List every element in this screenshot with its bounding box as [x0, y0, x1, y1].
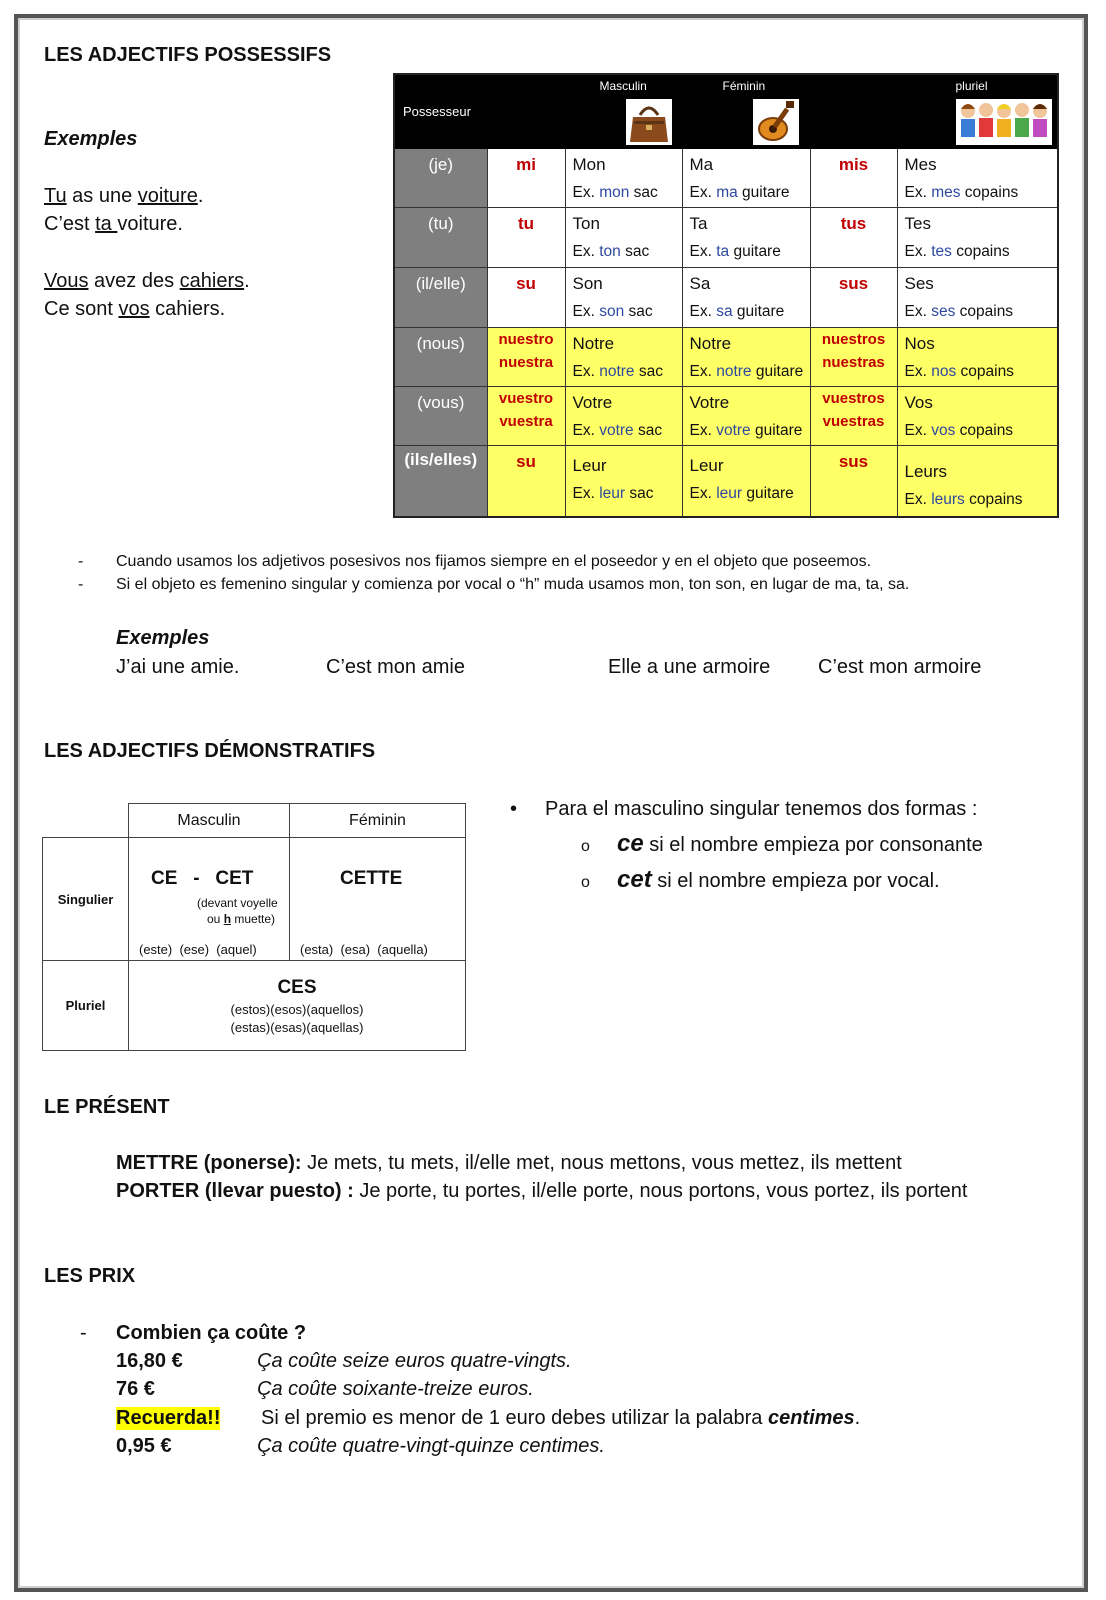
example: [905, 486, 1058, 514]
noun: voiture: [137, 185, 198, 207]
adjective: Leur: [572, 455, 607, 475]
ex-noun: copains: [960, 183, 1019, 201]
spanish-equivalents: (estos)(esos)(aquellos): [230, 1001, 364, 1017]
table-row: [394, 267, 1058, 327]
pluriel-cell: [897, 207, 1058, 267]
price-text: Ça coûte soixante-treize euros.: [257, 1378, 534, 1400]
spanish-word: vuestra: [499, 412, 553, 430]
example: [905, 179, 1058, 207]
spanish-singular: su: [487, 445, 565, 517]
header-cell: [565, 74, 682, 148]
pronoun-cell: (je): [394, 148, 487, 207]
example: [573, 480, 682, 508]
section-title-demonstratifs: LES ADJECTIFS DÉMONSTRATIFS: [44, 740, 376, 762]
spanish-singular: mi: [487, 148, 565, 207]
dem-singular-row: [43, 838, 466, 961]
example-text: C’est mon amie: [326, 656, 465, 678]
singular-feminin-cell: [290, 838, 466, 961]
example-sentence: [44, 185, 203, 208]
example-sentence: [44, 213, 183, 236]
adjective: Votre: [572, 392, 613, 412]
verb: PORTER (llevar puesto) :: [116, 1180, 354, 1202]
spanish-word: nuestro: [498, 330, 554, 348]
pronoun-cell: (tu): [394, 207, 487, 267]
h-letter: h: [223, 912, 232, 926]
text: cahiers.: [149, 298, 226, 320]
mettre-line: [116, 1152, 902, 1175]
group-of-kids-icon: [956, 99, 1052, 145]
possessive: vos: [118, 298, 150, 320]
ex-noun: sac: [624, 302, 653, 320]
adjective: Notre: [689, 333, 732, 353]
example: [573, 417, 682, 445]
ex-prefix: Ex.: [904, 362, 932, 380]
ex-prefix: Ex.: [572, 302, 600, 320]
example: [690, 179, 810, 207]
example: [905, 298, 1058, 326]
pluriel-cell: [897, 327, 1058, 386]
bullet-text: Para el masculino singular tenemos dos formas :: [545, 798, 978, 820]
ex-prefix: Ex.: [904, 302, 932, 320]
pronoun: Vous: [44, 270, 89, 292]
conjugation: Je porte, tu portes, il/elle porte, nous portons, vous portez, ils portent: [353, 1180, 968, 1202]
ex-noun: copains: [955, 421, 1014, 439]
spanish-singular: [487, 327, 565, 386]
handbag-icon: [626, 99, 672, 145]
example-text: J’ai une amie.: [116, 656, 240, 678]
price: 0,95 €: [116, 1435, 172, 1457]
feminin-cell: [682, 267, 810, 327]
adjective: Vos: [904, 392, 933, 412]
example: [690, 298, 810, 326]
adjective: Ses: [904, 273, 934, 293]
porter-line: [116, 1180, 967, 1203]
keyword: centimes: [767, 1407, 855, 1429]
ex-adjective: mes: [931, 183, 961, 201]
pluriel-cell: [897, 267, 1058, 327]
ex-prefix: Ex.: [904, 242, 932, 260]
devant-note-2: [207, 912, 275, 926]
singulier-label: Singulier: [43, 838, 129, 961]
spanish-word: nuestros: [821, 330, 886, 348]
singular-masculin-cell: [129, 838, 290, 961]
feminin-header: Féminin: [722, 79, 766, 93]
text: avez des: [88, 270, 180, 292]
subitem-cet: [617, 866, 940, 894]
masculin-cell: [565, 386, 682, 445]
demonstrative-table: [42, 803, 466, 1051]
dem-header-row: [43, 804, 466, 838]
cette: CETTE: [340, 868, 403, 889]
example: [573, 179, 682, 207]
section-title-possessifs: LES ADJECTIFS POSSESSIFS: [44, 44, 332, 66]
text: ou: [207, 912, 224, 926]
text: si el nombre empieza por consonante: [643, 834, 983, 856]
adjective: Ta: [689, 213, 708, 233]
text: si el nombre empieza por vocal.: [651, 870, 940, 892]
devant-note: (devant voyelle: [197, 896, 278, 910]
table-row: [394, 327, 1058, 386]
ex-prefix: Ex.: [572, 484, 600, 502]
ex-noun: sac: [634, 362, 663, 380]
ex-prefix: Ex.: [689, 302, 717, 320]
circle-bullet-icon: o: [581, 874, 590, 891]
spanish-plural: [810, 327, 897, 386]
ex-noun: sac: [629, 183, 658, 201]
header-cell: [487, 74, 565, 148]
ex-adjective: vos: [931, 421, 956, 439]
dem-plural-row: [43, 961, 466, 1051]
ex-adjective: mon: [599, 183, 630, 201]
ex-prefix: Ex.: [572, 242, 600, 260]
example-sentence: [44, 270, 250, 293]
spanish-plural: sus: [810, 267, 897, 327]
example: [573, 238, 682, 266]
spanish-plural: sus: [810, 445, 897, 517]
example: [690, 238, 810, 266]
bullet-icon: •: [510, 798, 518, 820]
note-dash: -: [78, 553, 84, 570]
spanish-word: nuestras: [822, 353, 885, 371]
adjective: Mon: [572, 154, 606, 174]
text: C’est: [44, 213, 96, 235]
possessive: ta: [95, 213, 118, 235]
adjective: Nos: [904, 333, 935, 353]
header-cell: [897, 74, 1058, 148]
verb: METTRE (ponerse):: [116, 1152, 302, 1174]
example: [690, 480, 810, 508]
table-row: [394, 445, 1058, 517]
ex-adjective: votre: [716, 421, 751, 439]
note-1: Cuando usamos los adjetivos posesivos nos fijamos siempre en el poseedor y en el objeto que poseemos.: [116, 553, 872, 570]
ex-noun: copains: [964, 490, 1023, 508]
section-title-prix: LES PRIX: [44, 1265, 136, 1287]
example-text: Elle a une armoire: [608, 656, 771, 678]
pronoun-cell: (vous): [394, 386, 487, 445]
pluriel-cell: [897, 445, 1058, 517]
ex-adjective: ses: [931, 302, 956, 320]
examples2-title: Exemples: [116, 627, 210, 649]
table-row: [394, 386, 1058, 445]
text: .: [244, 270, 250, 292]
ex-adjective: notre: [599, 362, 635, 380]
spanish-equivalents: (estas)(esas)(aquellas): [230, 1019, 364, 1035]
spanish-word: vuestro: [498, 389, 554, 407]
text: voiture.: [117, 213, 183, 235]
example: [690, 417, 810, 445]
ex-adjective: son: [599, 302, 625, 320]
question: Combien ça coûte ?: [116, 1322, 307, 1344]
spanish-equivalents: (este) (ese) (aquel): [139, 942, 257, 957]
adjective: Son: [572, 273, 603, 293]
feminin-cell: [682, 327, 810, 386]
ex-noun: guitare: [729, 242, 781, 260]
text: .: [854, 1407, 861, 1429]
pronoun-cell: (il/elle): [394, 267, 487, 327]
header-cell: [682, 74, 810, 148]
subitem-ce: [617, 830, 983, 858]
text: Si el premio es menor de 1 euro debes utilizar la palabra: [261, 1407, 768, 1429]
circle-bullet-icon: o: [581, 838, 590, 855]
empty-cell: [43, 804, 129, 838]
adjective: Notre: [572, 333, 615, 353]
noun: cahiers: [179, 270, 245, 292]
example: [573, 358, 682, 386]
adjective: Mes: [904, 154, 937, 174]
price-text: Ça coûte seize euros quatre-vingts.: [257, 1350, 572, 1372]
example: [690, 358, 810, 386]
example: [573, 298, 682, 326]
ex-noun: sac: [625, 484, 654, 502]
feminin-header: Féminin: [290, 804, 466, 838]
ex-adjective: sa: [716, 302, 733, 320]
ex-noun: sac: [633, 421, 663, 439]
ex-adjective: nos: [931, 362, 957, 380]
masculin-header: Masculin: [129, 804, 290, 838]
recuerda-highlight: Recuerda!!: [116, 1407, 221, 1429]
ex-adjective: ma: [716, 183, 738, 201]
ex-noun: guitare: [732, 302, 785, 320]
pronoun: Tu: [44, 185, 67, 207]
price: 76 €: [116, 1378, 155, 1400]
pluriel-cell: [897, 386, 1058, 445]
adjective: Leurs: [904, 461, 948, 481]
text: as une: [66, 185, 138, 207]
example: [905, 238, 1058, 266]
keyword: cet: [617, 866, 652, 893]
ex-noun: guitare: [742, 484, 794, 502]
feminin-cell: [682, 207, 810, 267]
ex-noun: guitare: [737, 183, 790, 201]
adjective: Tes: [904, 213, 931, 233]
feminin-cell: [682, 386, 810, 445]
ces: CES: [277, 976, 317, 998]
ex-prefix: Ex.: [572, 362, 600, 380]
text: .: [197, 185, 204, 207]
ex-adjective: notre: [716, 362, 752, 380]
note-2: Si el objeto es femenino singular y comienza por vocal o “h” muda usamos mon, ton son, en lugar de ma, ta, sa.: [116, 576, 910, 593]
adjective: Ton: [572, 213, 600, 233]
spanish-word: vuestras: [822, 412, 885, 430]
header-cell: [810, 74, 897, 148]
plural-cell: [129, 961, 466, 1051]
example-sentence: [44, 298, 225, 321]
ce-cet: CE - CET: [151, 868, 254, 889]
note-dash: -: [78, 576, 84, 593]
adjective: Votre: [689, 392, 730, 412]
pluriel-cell: [897, 148, 1058, 207]
price-text: Ça coûte quatre-vingt-quinze centimes.: [257, 1435, 605, 1457]
masculin-cell: [565, 445, 682, 517]
spanish-plural: mis: [810, 148, 897, 207]
pluriel-label: Pluriel: [43, 961, 129, 1051]
possesseur-header: Possesseur: [394, 74, 487, 148]
ex-adjective: leurs: [931, 490, 965, 508]
table-header-row: [394, 74, 1058, 148]
masculin-cell: [565, 148, 682, 207]
ex-noun: guitare: [751, 362, 804, 380]
ex-prefix: Ex.: [689, 484, 717, 502]
ex-prefix: Ex.: [572, 421, 600, 439]
masculin-cell: [565, 327, 682, 386]
examples-title: Exemples: [44, 128, 138, 150]
spanish-word: vuestros: [822, 389, 885, 407]
example: [905, 358, 1058, 386]
text: muette): [231, 912, 276, 926]
ex-prefix: Ex.: [689, 242, 717, 260]
masculin-cell: [565, 207, 682, 267]
ex-prefix: Ex.: [904, 490, 932, 508]
spanish-word: nuestra: [498, 353, 554, 371]
ex-adjective: leur: [599, 484, 626, 502]
spanish-singular: su: [487, 267, 565, 327]
adjective: Ma: [689, 154, 714, 174]
ex-adjective: tes: [931, 242, 952, 260]
pronoun-cell: (nous): [394, 327, 487, 386]
example: [905, 417, 1058, 445]
ex-adjective: leur: [716, 484, 743, 502]
table-row: [394, 148, 1058, 207]
ex-noun: sac: [620, 242, 650, 260]
spanish-singular: [487, 386, 565, 445]
adjective: Sa: [689, 273, 711, 293]
dash: -: [80, 1322, 87, 1344]
possessive-table: [393, 73, 1059, 518]
conjugation: Je mets, tu mets, il/elle met, nous mettons, vous mettez, ils mettent: [301, 1152, 902, 1174]
keyword: ce: [617, 830, 644, 857]
spanish-plural: tus: [810, 207, 897, 267]
ex-prefix: Ex.: [904, 183, 932, 201]
ex-adjective: ta: [716, 242, 730, 260]
ex-adjective: votre: [599, 421, 634, 439]
guitar-icon: [753, 99, 799, 145]
example-text: C’est mon armoire: [818, 656, 982, 678]
ex-prefix: Ex.: [572, 183, 600, 201]
masculin-header: Masculin: [599, 79, 647, 93]
price: 16,80 €: [116, 1350, 183, 1372]
table-row: [394, 207, 1058, 267]
ex-noun: copains: [951, 242, 1010, 260]
recuerda-text: [261, 1407, 860, 1430]
section-title-present: LE PRÉSENT: [44, 1096, 170, 1118]
ex-adjective: ton: [599, 242, 621, 260]
spanish-singular: tu: [487, 207, 565, 267]
ex-prefix: Ex.: [689, 362, 717, 380]
spanish-equivalents: (esta) (esa) (aquella): [300, 942, 428, 957]
adjective: Leur: [689, 455, 724, 475]
ex-prefix: Ex.: [904, 421, 932, 439]
text: Ce sont: [44, 298, 119, 320]
ex-prefix: Ex.: [689, 421, 717, 439]
spanish-plural: [810, 386, 897, 445]
masculin-cell: [565, 267, 682, 327]
ex-noun: copains: [956, 362, 1014, 380]
feminin-cell: [682, 445, 810, 517]
pluriel-header: pluriel: [955, 79, 988, 93]
feminin-cell: [682, 148, 810, 207]
ex-prefix: Ex.: [689, 183, 717, 201]
pronoun-cell: (ils/elles): [394, 445, 487, 517]
ex-noun: guitare: [750, 421, 803, 439]
ex-noun: copains: [955, 302, 1014, 320]
